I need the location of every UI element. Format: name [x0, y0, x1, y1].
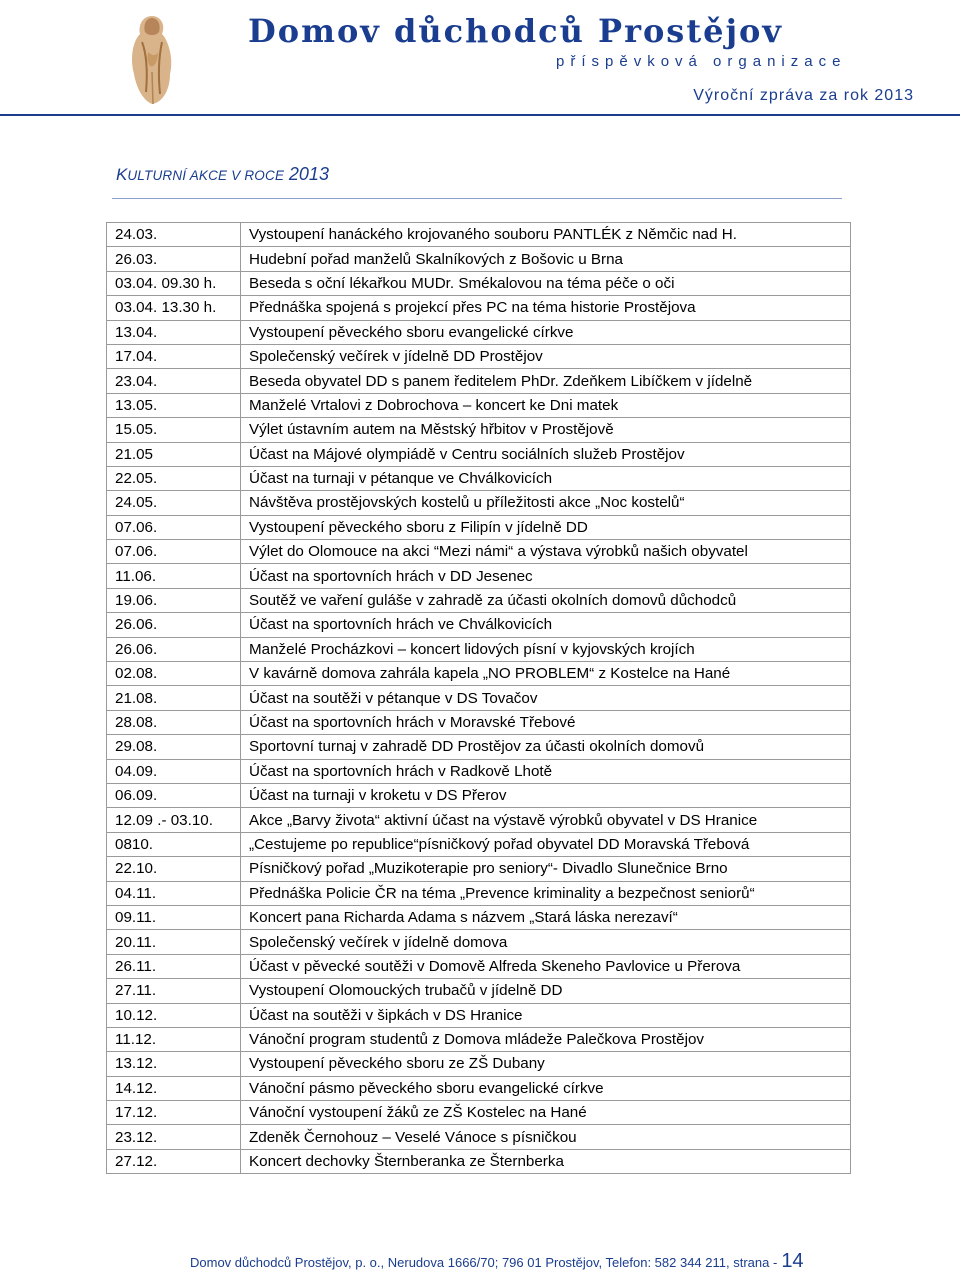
event-description: Zdeněk Černohouz – Veselé Vánoce s písničkou [241, 1125, 851, 1149]
organization-subtitle: příspěvková organizace [556, 53, 847, 70]
table-row [107, 418, 851, 442]
organization-name: Domov důchodců Prostějov [248, 12, 783, 50]
event-date: 26.11. [107, 954, 241, 978]
section-title [116, 164, 329, 185]
table-row [107, 247, 851, 271]
event-description: Soutěž ve vaření guláše v zahradě za účasti okolních domovů důchodců [241, 588, 851, 612]
table-row [107, 613, 851, 637]
table-row [107, 1125, 851, 1149]
event-date: 27.11. [107, 979, 241, 1003]
event-date: 29.08. [107, 735, 241, 759]
table-row [107, 344, 851, 368]
table-row [107, 954, 851, 978]
event-date: 11.12. [107, 1027, 241, 1051]
section-title-year: 2013 [288, 164, 329, 184]
event-date: 15.05. [107, 418, 241, 442]
event-date: 26.03. [107, 247, 241, 271]
event-date: 17.04. [107, 344, 241, 368]
event-date: 0810. [107, 832, 241, 856]
table-row [107, 1076, 851, 1100]
event-description: Vánoční program studentů z Domova mládeže Palečkova Prostějov [241, 1027, 851, 1051]
event-description: Společenský večírek v jídelně DD Prostějov [241, 344, 851, 368]
event-description: Účast na sportovních hrách v DD Jesenec [241, 564, 851, 588]
event-date: 22.05. [107, 466, 241, 490]
event-date: 07.06. [107, 540, 241, 564]
event-date: 06.09. [107, 783, 241, 807]
events-table-body [107, 223, 851, 1174]
event-description: V kavárně domova zahrála kapela „NO PROBLEM“ z Kostelce na Hané [241, 662, 851, 686]
table-row [107, 491, 851, 515]
table-row [107, 710, 851, 734]
table-row [107, 515, 851, 539]
event-date: 09.11. [107, 905, 241, 929]
event-description: Manželé Vrtalovi z Dobrochova – koncert ke Dni matek [241, 393, 851, 417]
table-row [107, 979, 851, 1003]
event-description: Beseda obyvatel DD s panem ředitelem PhDr. Zdeňkem Libíčkem v jídelně [241, 369, 851, 393]
table-row [107, 1149, 851, 1173]
table-row [107, 1003, 851, 1027]
header-divider [0, 114, 960, 116]
event-date: 19.06. [107, 588, 241, 612]
event-description: Manželé Procházkovi – koncert lidových písní v kyjovských krojích [241, 637, 851, 661]
section-divider [112, 198, 842, 199]
event-date: 04.11. [107, 881, 241, 905]
event-description: Přednáška Policie ČR na téma „Prevence kriminality a bezpečnost seniorů“ [241, 881, 851, 905]
event-description: Společenský večírek v jídelně domova [241, 930, 851, 954]
event-date: 22.10. [107, 857, 241, 881]
table-row [107, 466, 851, 490]
event-description: Účast na sportovních hrách ve Chválkovicích [241, 613, 851, 637]
table-row [107, 759, 851, 783]
event-description: Výlet do Olomouce na akci “Mezi námi“ a výstava výrobků našich obyvatel [241, 540, 851, 564]
table-row [107, 1101, 851, 1125]
event-description: Přednáška spojená s projekcí přes PC na téma historie Prostějova [241, 296, 851, 320]
event-date: 12.09 .- 03.10. [107, 808, 241, 832]
event-description: Návštěva prostějovských kostelů u příležitosti akce „Noc kostelů“ [241, 491, 851, 515]
event-date: 13.05. [107, 393, 241, 417]
table-row [107, 735, 851, 759]
table-row [107, 271, 851, 295]
table-row [107, 296, 851, 320]
report-title: Výroční zpráva za rok 2013 [693, 87, 914, 104]
table-row [107, 369, 851, 393]
table-row [107, 320, 851, 344]
page-number: 14 [781, 1250, 804, 1272]
event-date: 28.08. [107, 710, 241, 734]
event-description: Koncert dechovky Šternberanka ze Šternberka [241, 1149, 851, 1173]
table-row [107, 540, 851, 564]
madonna-logo-icon [112, 12, 192, 108]
event-description: Vystoupení pěveckého sboru z Filipín v jídelně DD [241, 515, 851, 539]
event-date: 07.06. [107, 515, 241, 539]
event-date: 21.08. [107, 686, 241, 710]
table-row [107, 223, 851, 247]
event-description: Účast na turnaji v pétanque ve Chválkovicích [241, 466, 851, 490]
event-description: Účast v pěvecké soutěži v Domově Alfreda Skeneho Pavlovice u Přerova [241, 954, 851, 978]
event-description: Účast na turnaji v kroketu v DS Přerov [241, 783, 851, 807]
event-date: 24.05. [107, 491, 241, 515]
event-date: 23.12. [107, 1125, 241, 1149]
table-row [107, 588, 851, 612]
event-date: 11.06. [107, 564, 241, 588]
event-date: 14.12. [107, 1076, 241, 1100]
table-row [107, 686, 851, 710]
event-date: 13.04. [107, 320, 241, 344]
table-row [107, 905, 851, 929]
event-description: Písničkový pořad „Muzikoterapie pro seniory“- Divadlo Slunečnice Brno [241, 857, 851, 881]
event-description: Účast na sportovních hrách v Moravské Třebové [241, 710, 851, 734]
page-footer [190, 1250, 804, 1273]
event-description: Vystoupení Olomouckých trubačů v jídelně DD [241, 979, 851, 1003]
table-row [107, 783, 851, 807]
event-description: Vystoupení pěveckého sboru ze ZŠ Dubany [241, 1052, 851, 1076]
event-description: Sportovní turnaj v zahradě DD Prostějov za účasti okolních domovů [241, 735, 851, 759]
section-title-smallcaps: ULTURNÍ AKCE V ROCE [127, 168, 285, 183]
event-date: 10.12. [107, 1003, 241, 1027]
table-row [107, 832, 851, 856]
table-row [107, 808, 851, 832]
event-description: Hudební pořad manželů Skalníkových z Bošovic u Brna [241, 247, 851, 271]
table-row [107, 857, 851, 881]
event-date: 27.12. [107, 1149, 241, 1173]
event-date: 26.06. [107, 637, 241, 661]
event-description: „Cestujeme po republice“písničkový pořad obyvatel DD Moravská Třebová [241, 832, 851, 856]
event-date: 02.08. [107, 662, 241, 686]
table-row [107, 637, 851, 661]
event-date: 24.03. [107, 223, 241, 247]
section-title-initial: K [116, 165, 128, 184]
event-description: Výlet ústavním autem na Městský hřbitov v Prostějově [241, 418, 851, 442]
event-date: 03.04. 13.30 h. [107, 296, 241, 320]
event-description: Vystoupení hanáckého krojovaného souboru PANTLÉK z Němčic nad H. [241, 223, 851, 247]
events-table [106, 222, 851, 1174]
footer-address: Domov důchodců Prostějov, p. o., Nerudova 1666/70; 796 01 Prostějov, Telefon: 582 344 211, strana - [190, 1255, 778, 1270]
table-row [107, 1052, 851, 1076]
table-row [107, 1027, 851, 1051]
table-row [107, 564, 851, 588]
event-date: 20.11. [107, 930, 241, 954]
event-date: 21.05 [107, 442, 241, 466]
event-date: 03.04. 09.30 h. [107, 271, 241, 295]
event-description: Beseda s oční lékařkou MUDr. Smékalovou na téma péče o oči [241, 271, 851, 295]
table-row [107, 442, 851, 466]
event-date: 04.09. [107, 759, 241, 783]
table-row [107, 930, 851, 954]
event-description: Vánoční pásmo pěveckého sboru evangelické církve [241, 1076, 851, 1100]
table-row [107, 393, 851, 417]
event-description: Akce „Barvy života“ aktivní účast na výstavě výrobků obyvatel v DS Hranice [241, 808, 851, 832]
event-date: 26.06. [107, 613, 241, 637]
event-date: 13.12. [107, 1052, 241, 1076]
event-description: Vystoupení pěveckého sboru evangelické církve [241, 320, 851, 344]
event-date: 23.04. [107, 369, 241, 393]
event-description: Účast na soutěži v pétanque v DS Tovačov [241, 686, 851, 710]
event-description: Účast na sportovních hrách v Radkově Lhotě [241, 759, 851, 783]
event-description: Účast na soutěži v šipkách v DS Hranice [241, 1003, 851, 1027]
event-description: Vánoční vystoupení žáků ze ZŠ Kostelec na Hané [241, 1101, 851, 1125]
table-row [107, 662, 851, 686]
event-description: Koncert pana Richarda Adama s názvem „Stará láska nerezaví“ [241, 905, 851, 929]
event-description: Účast na Májové olympiádě v Centru sociálních služeb Prostějov [241, 442, 851, 466]
table-row [107, 881, 851, 905]
event-date: 17.12. [107, 1101, 241, 1125]
